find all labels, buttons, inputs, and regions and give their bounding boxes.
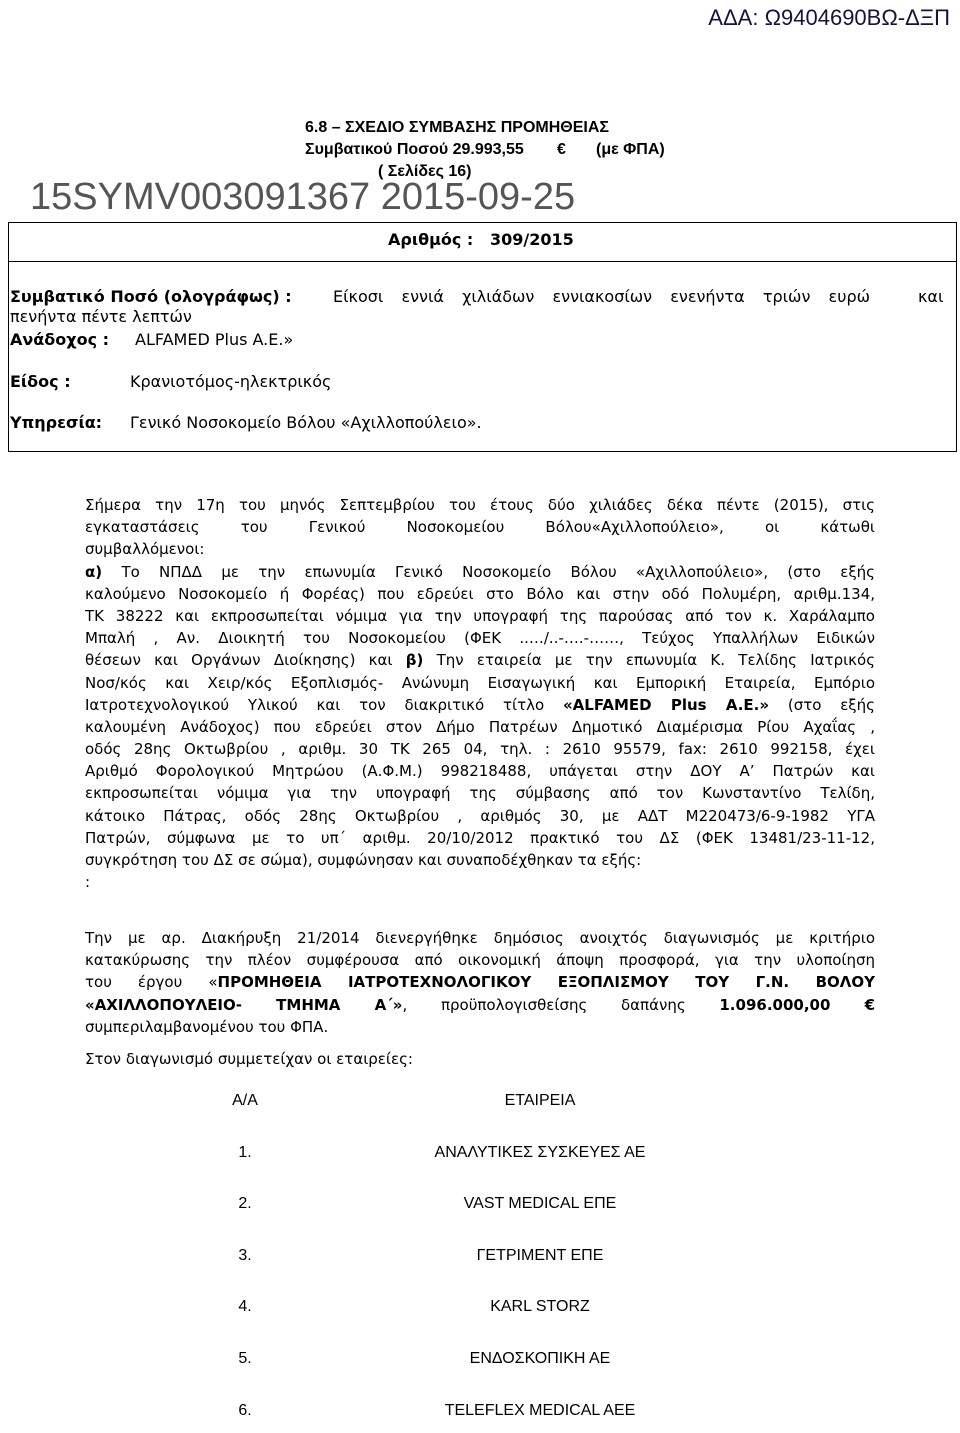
table-cell-company: TELEFLEX MEDICAL AEE: [444, 1401, 636, 1419]
text-segment: Πατρών, σύμφωνα με το υπ΄ αριθμ. 20/10/2012 πρακτικό του ΔΣ (ΦΕΚ 13481/23-11-12,: [85, 828, 875, 847]
table-cell-company: ΕΝΔΟΣΚΟΠΙΚΗ ΑΕ: [469, 1349, 611, 1367]
table-row: [150, 1193, 740, 1215]
paragraph-line: [85, 805, 875, 827]
text-segment: Το ΝΠΔΔ με την επωνυμία Γενικό Νοσοκομείο Βόλου «Αχιλλοπούλειο», (στο εξής: [102, 562, 875, 581]
text-segment: :: [85, 873, 91, 892]
project-title-continued: «ΑΧΙΛΛΟΠΟΥΛΕΙΟ- ΤΜΗΜΑ Α΄»: [85, 995, 403, 1014]
table-cell-company: ΑΝΑΛΥΤΙΚΕΣ ΣΥΣΚΕΥΕΣ ΑΕ: [434, 1143, 646, 1161]
contract-amount: Συμβατικού Ποσού 29.993,55: [305, 141, 524, 158]
contract-number-label: Αριθμός :: [388, 230, 474, 249]
paragraph-line: [85, 871, 875, 893]
paragraph-line: [85, 672, 875, 694]
text-segment: Μπαλή , Αν. Διοικητή του Νοσοκομείου (ΦΕΚ ..…/..-….-……, Τεύχος Υπαλλήλων Ειδικών: [85, 629, 875, 648]
paragraph-line: [85, 971, 875, 993]
participants-table: [150, 1090, 740, 1422]
amount-words-label: Συμβατικό Ποσό (ολογράφως) :: [10, 287, 292, 306]
paragraph-line: [85, 649, 875, 671]
text-segment: θέσεων και Οργάνων Διοίκησης) και: [85, 651, 406, 670]
project-title: ΠΡΟΜΗΘΕΙΑ ΙΑΤΡΟΤΕΧΝΟΛΟΓΙΚΟΥ ΕΞΟΠΛΙΣΜΟΥ ΤΟΥ Γ.Ν. ΒΟΛΟΥ: [217, 973, 875, 992]
paragraph-line: [85, 561, 875, 583]
amount-words-continued: πενήντα πέντε λεπτών: [10, 307, 192, 326]
party-b-marker: β): [405, 651, 424, 670]
paragraph-line: [85, 849, 875, 871]
summary-divider: [8, 261, 957, 262]
tender-paragraph: [85, 927, 875, 1038]
table-cell-index: 2.: [238, 1195, 252, 1213]
paragraph-line: [85, 538, 875, 560]
text-segment: , προϋπολογισθείσης δαπάνης: [402, 995, 720, 1014]
text-segment: ΤΚ 38222 και εκπροσωπείται νόμιμα για την υπογραφή της παρούσας από τον κ. Χαράλαμπο: [85, 606, 875, 625]
text-segment: Αριθμό Φορολογικού Μητρώου (Α.Φ.Μ.) 998218488, υπάγεται στην ΔΟΥ Α’ Πατρών και: [85, 762, 875, 781]
intro-paragraph: [85, 494, 875, 893]
paragraph-line: [85, 627, 875, 649]
table-header-index: Α/Α: [232, 1092, 258, 1109]
table-cell-company: VAST MEDICAL ΕΠΕ: [463, 1195, 617, 1213]
service-label: Υπηρεσία:: [10, 413, 103, 432]
text-segment: Νοσ/κός και Χειρ/κός Εξοπλισμός- Ανώνυμη Εισαγωγική και Εμπορική Εταιρεία, Εμπόριο: [85, 673, 875, 692]
text-segment: καλουμένη Ανάδοχος) που εδρεύει στον Δήμο Πατρέων Δημοτικό Διαμέρισμα Ρίου Αχαΐας ,: [85, 717, 875, 736]
paragraph-line: [85, 760, 875, 782]
table-cell-company: ΓΕΤΡΙΜΕΝΤ ΕΠΕ: [476, 1246, 604, 1264]
table-row: [150, 1245, 740, 1267]
paragraph-line: [85, 738, 875, 760]
paragraph-line: [85, 605, 875, 627]
participants-heading-block: [85, 1048, 875, 1070]
table-row: [150, 1142, 740, 1164]
table-cell-index: 1.: [238, 1143, 252, 1161]
paragraph-line: [85, 827, 875, 849]
amount-words-value: Είκοσι εννιά χιλιάδων εννιακοσίων ενενήντα τριών ευρώ: [333, 287, 870, 306]
table-header-company: ΕΤΑΙΡΕΙΑ: [504, 1092, 576, 1109]
table-header-row: [150, 1090, 740, 1112]
vat-note: (με ΦΠΑ): [596, 141, 665, 158]
table-cell-index: 6.: [238, 1401, 252, 1419]
participants-heading: Στον διαγωνισμό συμμετείχαν οι εταιρείες:: [85, 1050, 413, 1068]
item-label: Είδος :: [10, 372, 71, 391]
table-row: [150, 1296, 740, 1318]
text-segment: (στο εξής: [769, 695, 875, 714]
text-segment: εκπροσωπείται νόμιμα για την υπογραφή της σύμβασης από τον Κωνσταντίνο Τελίδη,: [85, 784, 875, 803]
text-segment: συμβαλλόμενοι:: [85, 540, 205, 559]
text-segment: εγκαταστάσεις του Γενικού Νοσοκομείου Βόλου«Αχιλλοπούλειο», οι κάτωθι: [85, 518, 875, 537]
party-a-marker: α): [85, 562, 103, 581]
text-segment: Ιατροτεχνολογικού Υλικού και τον διακριτικό τίτλο: [85, 695, 563, 714]
table-cell-index: 3.: [238, 1246, 252, 1264]
text-segment: Την με αρ. Διακήρυξη 21/2014 διενεργήθηκε δημόσιος ανοιχτός διαγωνισμός με κριτήριο: [85, 929, 875, 947]
table-cell-index: 5.: [238, 1349, 252, 1367]
text-segment: συγκρότηση του ΔΣ σε σώμα), συμφώνησαν και συναποδέχθηκαν τα εξής:: [85, 851, 642, 869]
amount-words-and: και: [918, 287, 944, 306]
table-cell-index: 4.: [238, 1298, 252, 1316]
paragraph-line: [85, 927, 875, 949]
paragraph-line: [85, 694, 875, 716]
text-segment: καλούμενο Νοσοκομείο ή Φορέας) που εδρεύει στο Βόλο και στην οδό Πολυμέρη, αριθμ.134,: [85, 584, 875, 603]
budget-amount: 1.096.000,00 €: [719, 995, 875, 1014]
text-segment: κάτοικο Πάτρας, οδός 28ης Οκτωβρίου , αριθμός 30, με ΑΔΤ Μ220473/6-9-1982 ΥΓΑ: [85, 806, 875, 825]
contract-number-value: 309/2015: [490, 230, 574, 249]
paragraph-line: [85, 1016, 875, 1038]
text-segment: Σήμερα την 17η του μηνός Σεπτεμβρίου του έτους δύο χιλιάδες δέκα πέντε (2015), στις: [85, 496, 875, 514]
text-segment: Την εταιρεία με την επωνυμία Κ. Τελίδης Ιατρικός: [423, 651, 875, 670]
contractor-label: Ανάδοχος :: [10, 330, 110, 349]
item-value: Κρανιοτόμος-ηλεκτρικός: [130, 372, 332, 391]
table-row: [150, 1400, 740, 1422]
text-segment: οδός 28ης Οκτωβρίου , αριθμ. 30 ΤΚ 265 04, τηλ. : 2610 95579, fax: 2610 992158, έχει: [85, 740, 875, 759]
contractor-trade-name: «ALFAMED Plus A.E.»: [562, 695, 770, 714]
text-segment: του έργου «: [85, 973, 218, 992]
paragraph-line: [85, 949, 875, 971]
paragraph-line: [85, 583, 875, 605]
paragraph-line: [85, 782, 875, 804]
page-count: ( Σελίδες 16): [378, 163, 472, 180]
currency-symbol: €: [557, 141, 566, 158]
paragraph-line: [85, 494, 875, 516]
ada-code: ΑΔΑ: Ω9404690ΒΩ-ΔΞΠ: [708, 5, 950, 30]
document-title: 6.8 – ΣΧΕΔΙΟ ΣΥΜΒΑΣΗΣ ΠΡΟΜΗΘΕΙΑΣ: [305, 119, 609, 136]
registry-stamp: 15SYMV003091367 2015-09-25: [30, 176, 576, 218]
contractor-value: ALFAMED Plus A.E.»: [135, 330, 294, 349]
service-value: Γενικό Νοσοκομείο Βόλου «Αχιλλοπούλειο».: [130, 413, 482, 432]
table-cell-company: KARL STORZ: [490, 1298, 590, 1316]
text-segment: συμπεριλαμβανομένου του ΦΠΑ.: [85, 1017, 329, 1036]
paragraph-line: [85, 994, 875, 1016]
paragraph-line: [85, 516, 875, 538]
text-segment: κατακύρωσης την πλέον συμφέρουσα από οικονομική άποψη προσφορά, για την υλοποίηση: [85, 951, 875, 970]
table-row: [150, 1348, 740, 1370]
paragraph-line: [85, 716, 875, 738]
